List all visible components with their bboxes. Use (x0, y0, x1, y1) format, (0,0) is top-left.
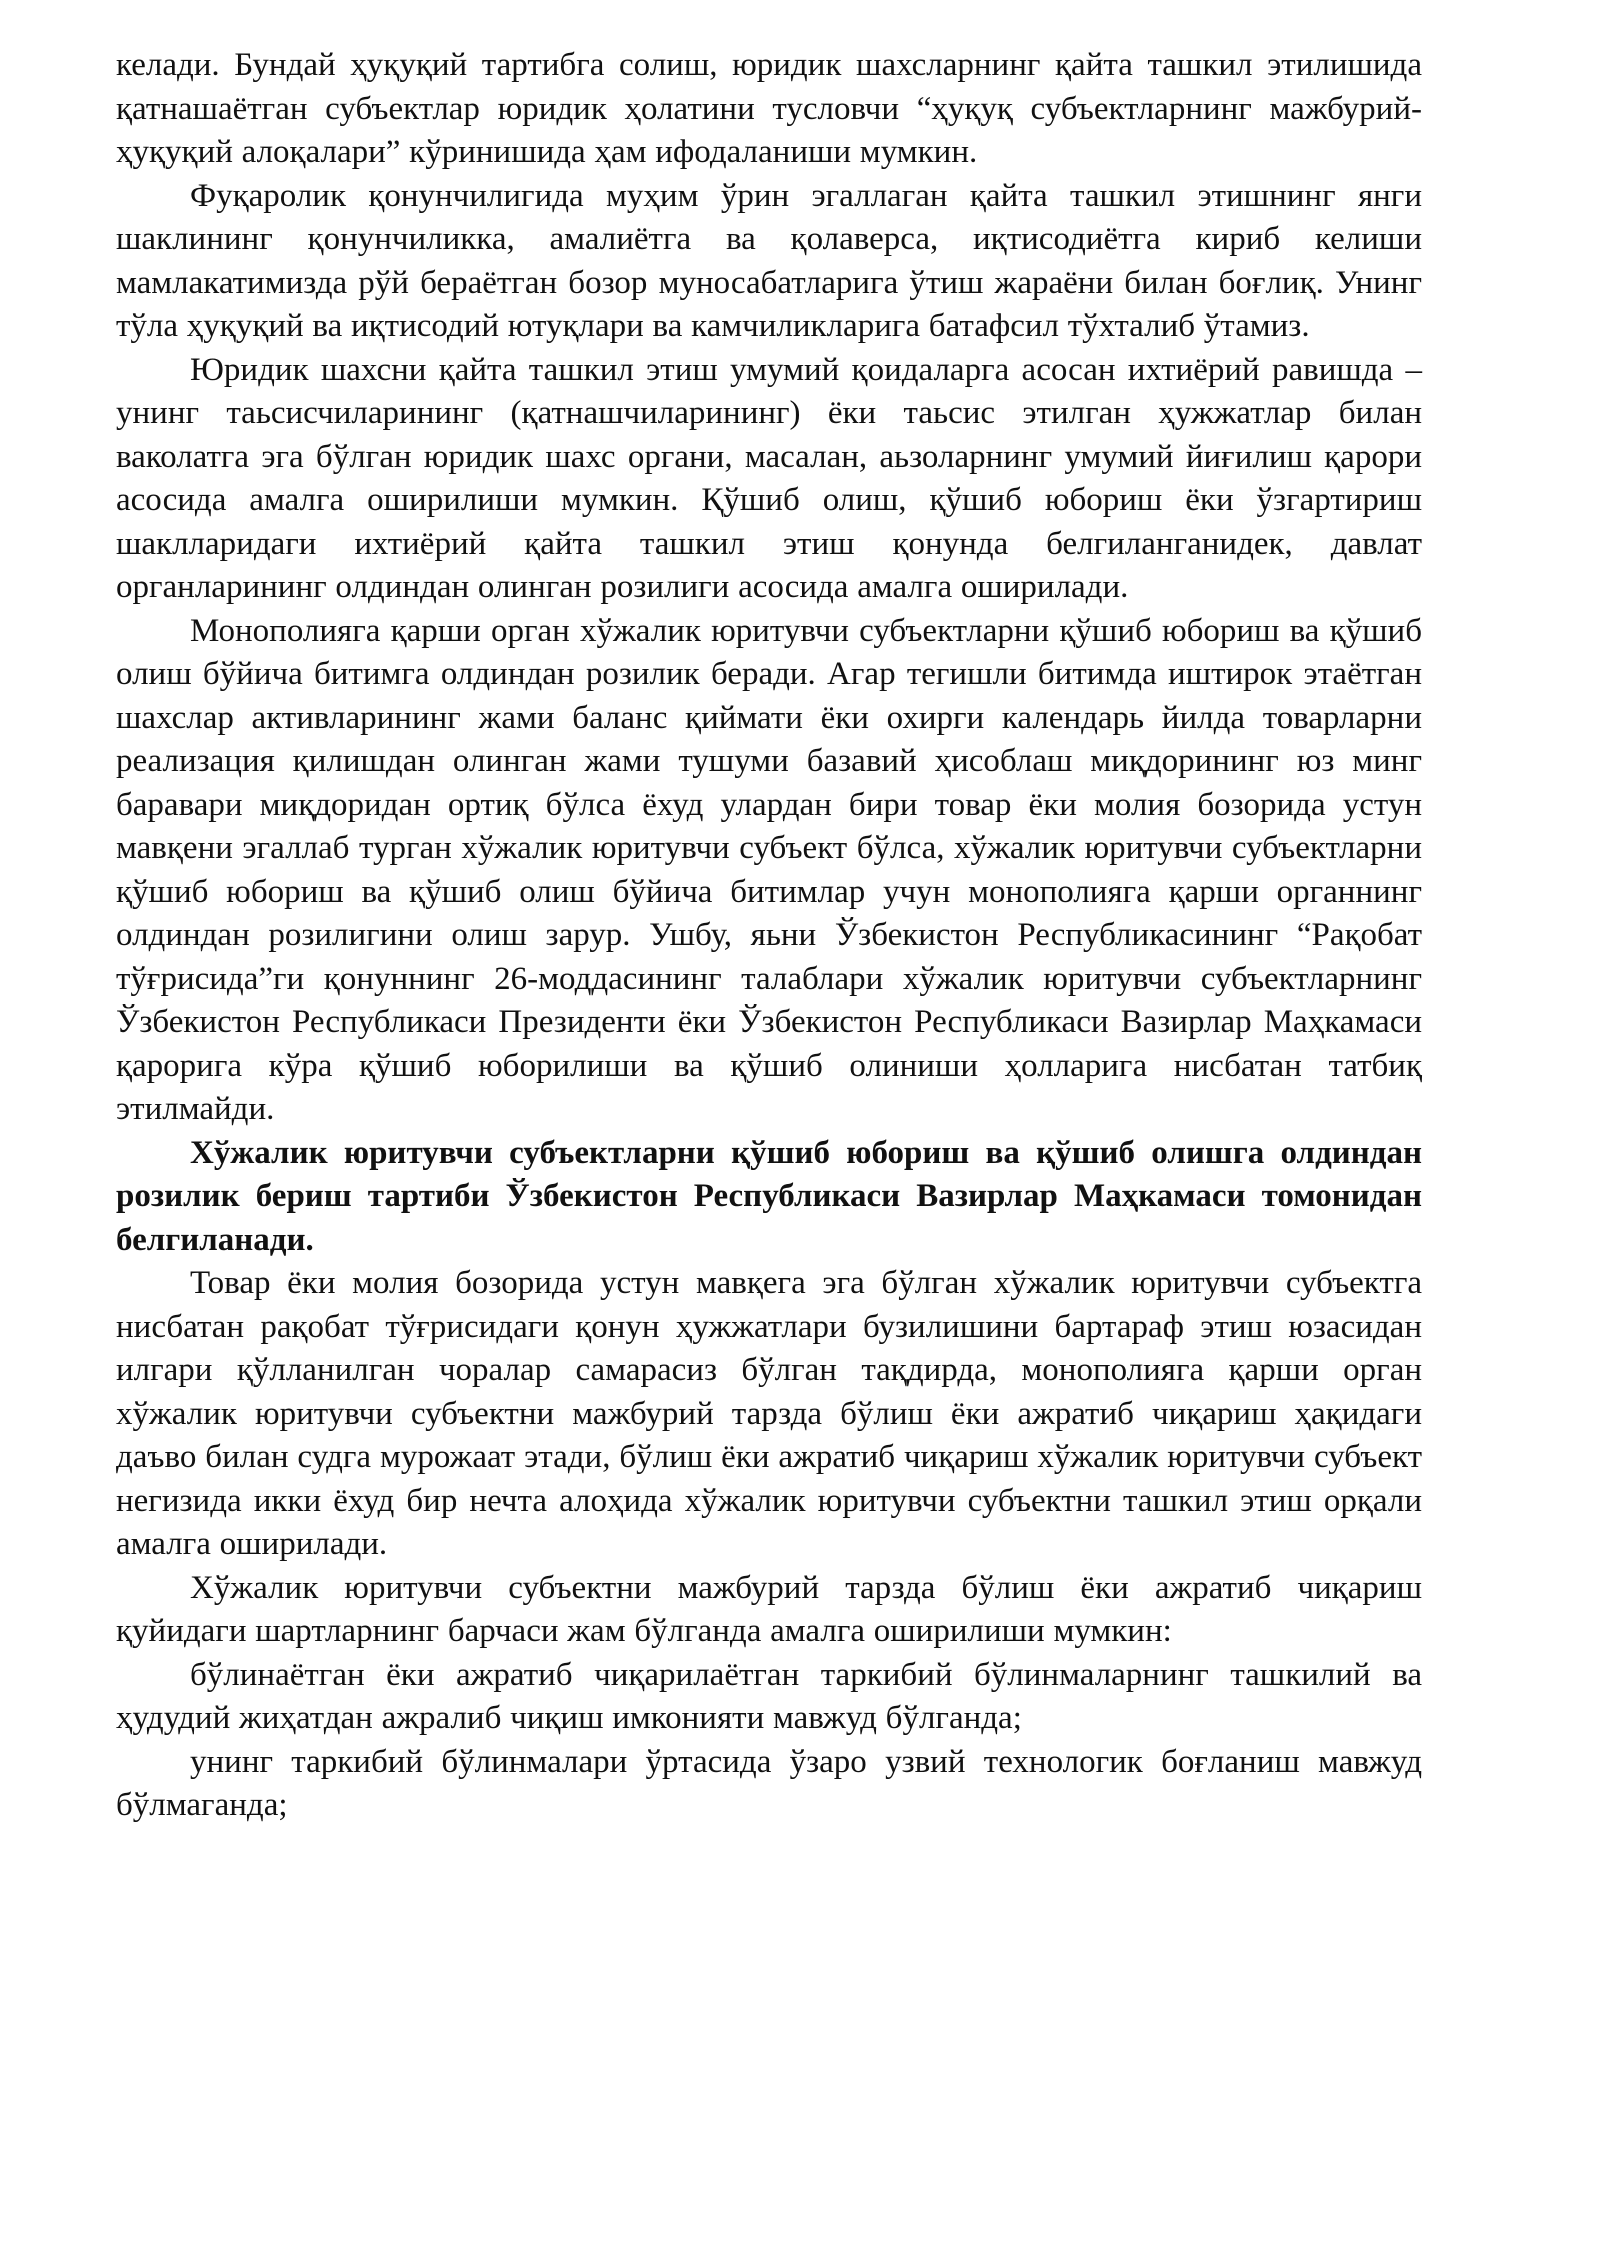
list-item-1: бўлинаётган ёки ажратиб чиқарилаётган таркибий бўлинмаларнинг ташкилий ва ҳудудий жиҳатдан ажралиб чиқиш имконияти мавжуд бўлганда; (116, 1656, 1422, 1736)
paragraph-4: Монополияга қарши орган хўжалик юритувчи субъектларни қўшиб юбориш ва қўшиб олиш бўйича битимга олдиндан розилик беради. Агар тегишли битимда иштирок этаётган шахслар активларининг жами баланс қиймати ёки охирги календарь йилда товарларни реализация қилишдан олинган жами тушуми базавий ҳисоблаш миқдорининг юз минг баравари миқдоридан ортиқ бўлса ёхуд улардан бири товар ёки молия бозорида устун мавқени эгаллаб турган хўжалик юритувчи субъект бўлса, хўжалик юритувчи субъектларни қўшиб юбориш ва қўшиб олиш бўйича битимлар учун монополияга қарши органнинг олдиндан розилигини олиш зарур. Ушбу, яьни Ўзбекистон Республикасининг “Рақобат тўғрисида”ги қонуннинг 26-моддасининг талаблари хўжалик юритувчи субъектларнинг Ўзбекистон Республикаси Президенти ёки Ўзбекистон Республикаси Вазирлар Маҳкамаси қарорига кўра қўшиб юборилиши ва қўшиб олиниши ҳолларига нисбатан татбиқ этилмайди. (116, 612, 1422, 1127)
paragraph-5-bold: Хўжалик юритувчи субъектларни қўшиб юбориш ва қўшиб олишга олдиндан розилик бериш тартиби Ўзбекистон Республикаси Вазирлар Маҳкамаси томонидан белгиланади. (116, 1134, 1422, 1258)
paragraph-7: Хўжалик юритувчи субъектни мажбурий тарзда бўлиш ёки ажратиб чиқариш қуйидаги шартларнинг барчаси жам бўлганда амалга оширилиши мумкин: (116, 1569, 1422, 1649)
paragraph-1: келади. Бундай ҳуқуқий тартибга солиш, юридик шахсларнинг қайта ташкил этилишида қатнашаётган субъектлар юридик ҳолатини тусловчи “ҳуқуқ субъектларнинг мажбурий-ҳуқуқий алоқалари” кўринишида ҳам ифодаланиши мумкин. (116, 47, 1422, 170)
paragraph-2: Фуқаролик қонунчилигида муҳим ўрин эгаллаган қайта ташкил этишнинг янги шаклининг қонунчиликка, амалиётга ва қолаверса, иқтисодиётга кириб келиши мамлакатимизда рўй бераётган бозор муносабатларига ўтиш жараёни билан боғлиқ. Унинг тўла ҳуқуқий ва иқтисодий ютуқлари ва камчиликларига батафсил тўхталиб ўтамиз. (116, 177, 1422, 344)
list-item-2: унинг таркибий бўлинмалари ўртасида ўзаро узвий технологик боғланиш мавжуд бўлмаганда; (116, 1743, 1422, 1823)
paragraph-6: Товар ёки молия бозорида устун мавқега эга бўлган хўжалик юритувчи субъектга нисбатан рақобат тўғрисидаги қонун ҳужжатлари бузилишини бартараф этиш юзасидан илгари қўлланилган чоралар самарасиз бўлган тақдирда, монополияга қарши орган хўжалик юритувчи субъектни мажбурий тарзда бўлиш ёки ажратиб чиқариш ҳақидаги даъво билан судга мурожаат этади, бўлиш ёки ажратиб чиқариш хўжалик юритувчи субъект негизида икки ёхуд бир нечта алоҳида хўжалик юритувчи субъектни ташкил этиш орқали амалга оширилади. (116, 1265, 1422, 1562)
paragraph-3: Юридик шахсни қайта ташкил этиш умумий қоидаларга асосан ихтиёрий равишда – унинг таьсисчиларининг (қатнашчиларининг) ёки таьсис этилган ҳужжатлар билан ваколатга эга бўлган юридик шахс органи, масалан, аьзоларнинг умумий йиғилиш қарори асосида амалга оширилиши мумкин. Қўшиб олиш, қўшиб юбориш ёки ўзгартириш шаклларидаги ихтиёрий қайта ташкил этиш қонунда белгиланганидек, давлат органларининг олдиндан олинган розилиги асосида амалга оширилади. (116, 351, 1422, 605)
